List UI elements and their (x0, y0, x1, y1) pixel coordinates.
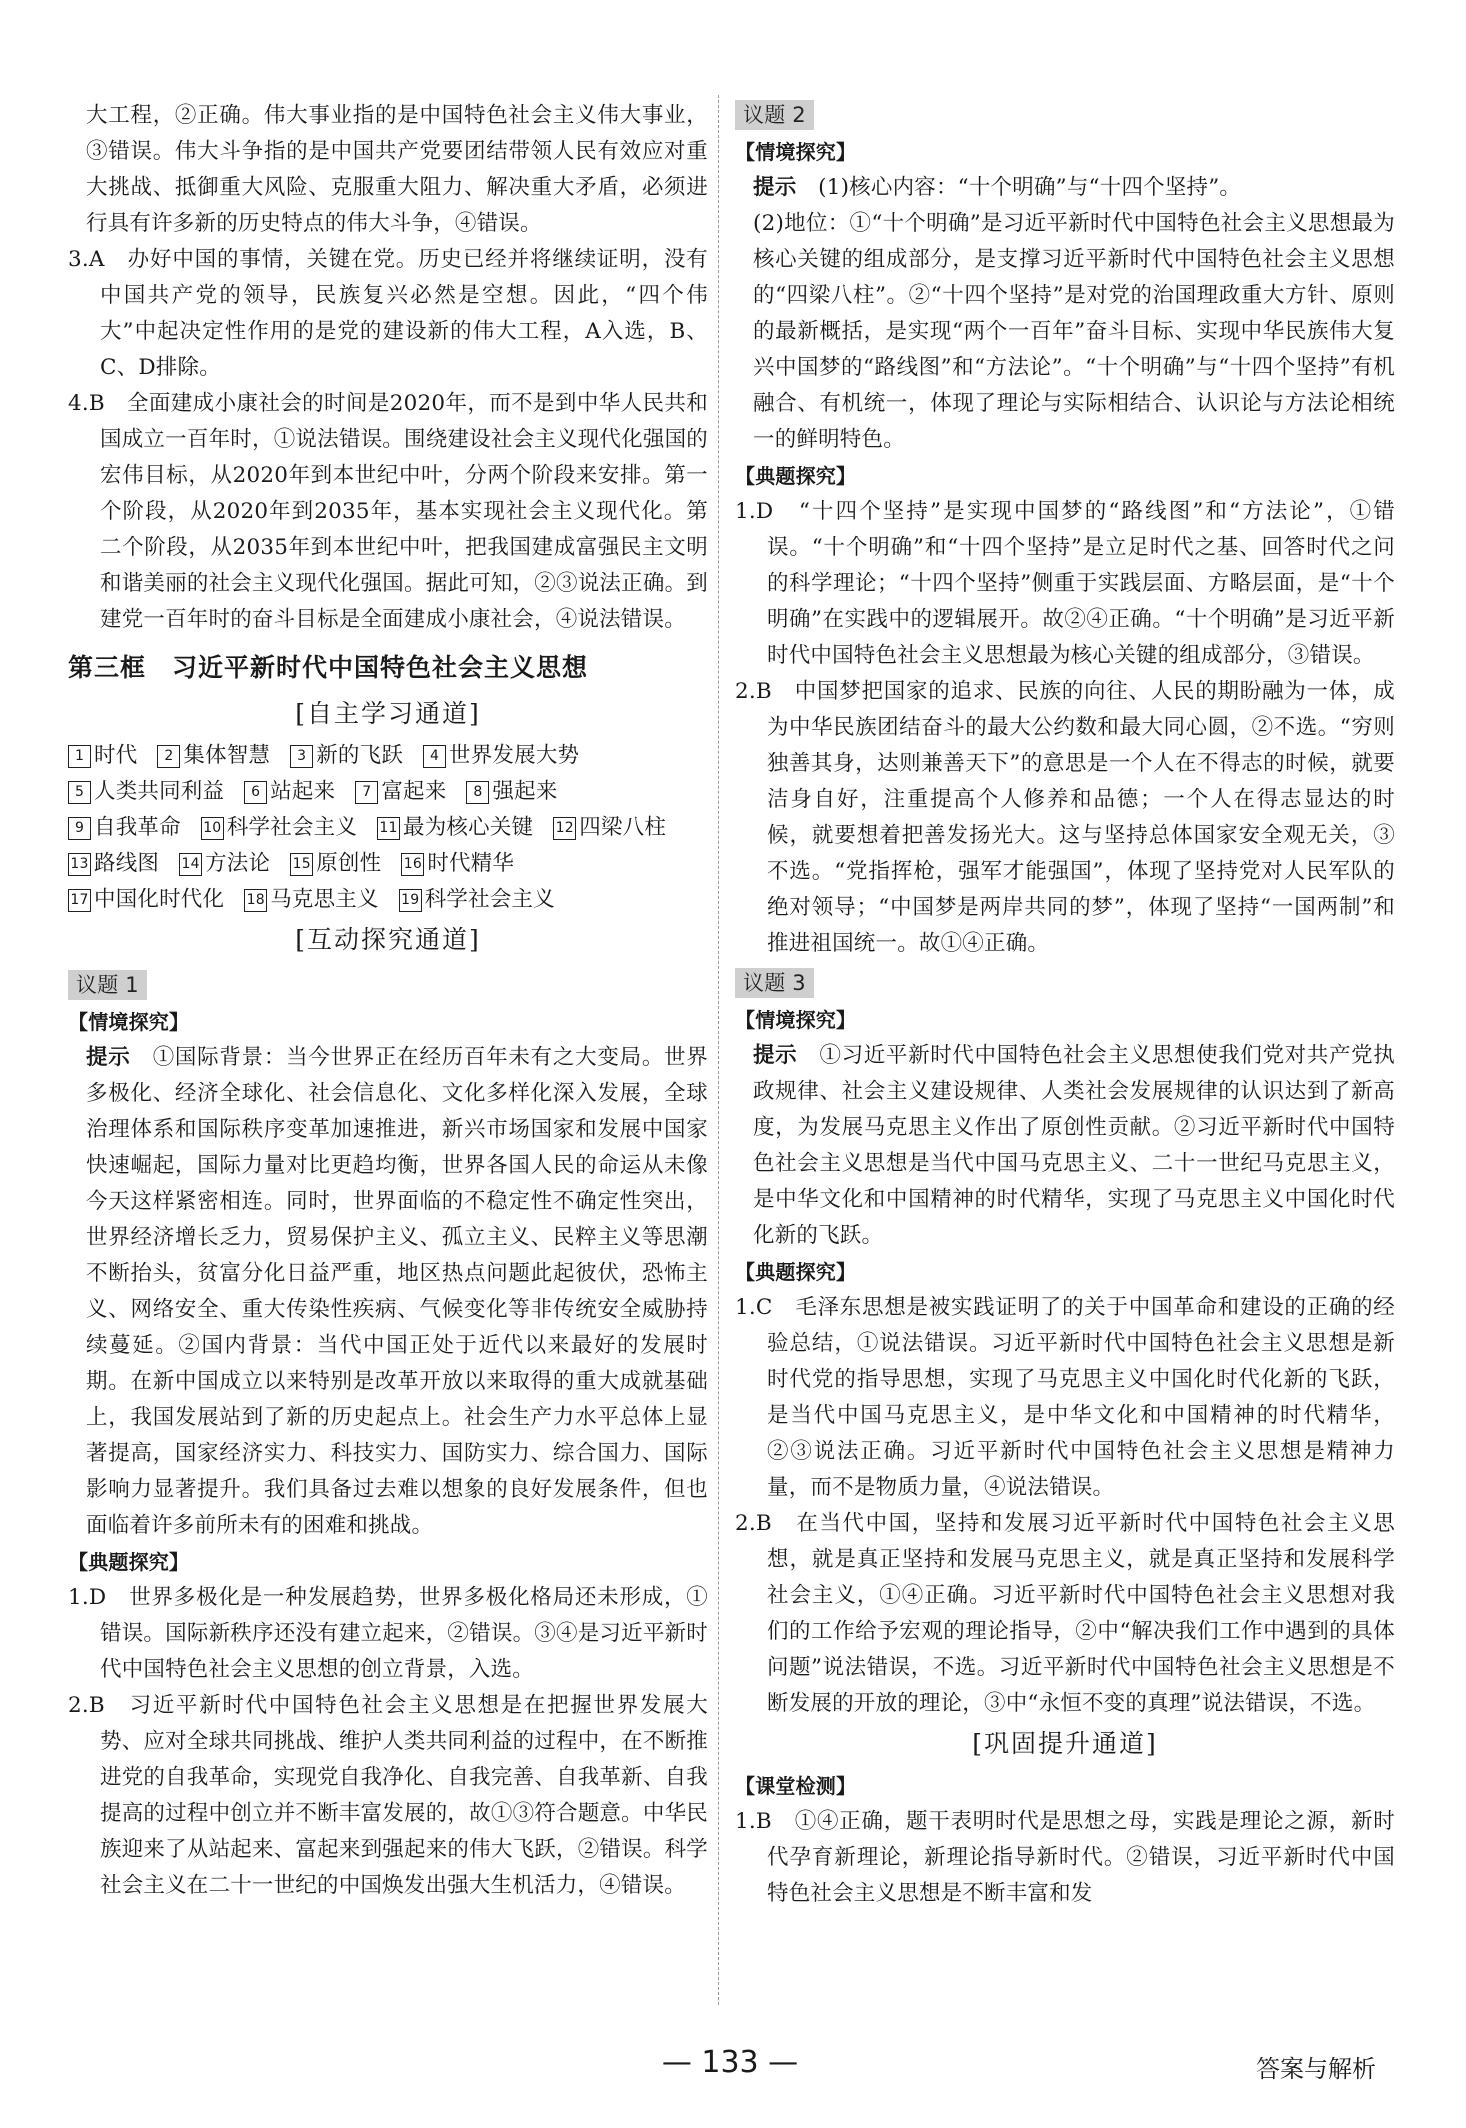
classcheck-heading: 【课堂检测】 (735, 1774, 857, 1798)
fill-in-item (68, 882, 224, 918)
item-text: 四梁八柱 (579, 815, 667, 840)
item-text: 原创性 (316, 851, 382, 876)
question-answer: 2.B 中国梦把国家的追求、民族的向往、人民的期盼融为一体，成为中华民族团结奋斗的最大公约数和最大同心圆，②不选。“穷则独善其身，达则兼善天下”的意思是一个人在不得志的时候，就要洁身自好，注重提高个人修养和品德；一个人在得志显达的时候，就要想着把善发扬光大。这与坚持总体国家安全观无关，③不选。“党指挥枪，强军才能强国”，体现了坚持党对人民军队的绝对领导；“中国梦是两岸共同的梦”，体现了坚持“一国两制”和推进祖国统一。故①④正确。 (735, 679, 1395, 956)
fill-in-answers (68, 738, 708, 918)
right-column (735, 98, 1395, 1912)
fill-in-item (68, 774, 224, 810)
topic-2-tag: 议题 2 (735, 100, 814, 130)
item-number-box: 19 (399, 889, 422, 912)
question-answer: 1.D “十四个坚持”是实现中国梦的“路线图”和“方法论”，①错误。“十个明确”和“十四个坚持”是立足时代之基、回答时代之问的科学理论；“十四个坚持”侧重于实践层面、方略层面，是“十个明确”在实践中的逻辑展开。故②④正确。“十个明确”是习近平新时代中国特色社会主义思想最为核心关键的组成部分，③错误。 (735, 499, 1395, 668)
item-number-box: 16 (401, 853, 424, 876)
item-text: 方法论 (205, 851, 271, 876)
fill-in-item (401, 846, 514, 882)
item-text: 自我革命 (94, 815, 181, 840)
hint-label: 提示 (86, 1045, 131, 1070)
item-number-box: 6 (244, 781, 267, 804)
page-footer (0, 2045, 1466, 2085)
item-text: 站起来 (270, 779, 336, 804)
fill-in-item (244, 774, 335, 810)
hint-label: 提示 (753, 175, 797, 200)
item-number-box: 9 (68, 817, 91, 840)
answer-4: 4.B 全面建成小康社会的时间是2020年，而不是到中华人民共和国成立一百年时，①说法错误。围绕建设社会主义现代化强国的宏伟目标，从2020年到本世纪中叶，分两个阶段来安排。第一个阶段，从2020年到2035年，基本实现社会主义现代化。第二个阶段，从2035年到本世纪中叶，把我国建成富强民主文明和谐美丽的社会主义现代化强国。据此可知，②③说法正确。到建党一百年时的奋斗目标是全面建成小康社会，④说法错误。 (68, 391, 708, 632)
fill-in-item (68, 738, 137, 774)
situation-heading: 【情境探究】 (735, 1008, 857, 1032)
fill-in-item (553, 810, 666, 846)
item-text: 时代 (94, 743, 138, 768)
item-number-box: 2 (157, 745, 180, 768)
typical-heading: 【典题探究】 (735, 464, 857, 488)
item-number-box: 5 (68, 781, 91, 804)
item-text: 科学社会主义 (226, 815, 358, 840)
interactive-heading: [互动探究通道] (295, 925, 481, 954)
fill-in-item (68, 846, 159, 882)
item-text: 科学社会主义 (424, 887, 555, 912)
topic-1-tag: 议题 1 (68, 970, 147, 1000)
item-text: 集体智慧 (183, 743, 271, 768)
hint-text: ①国际背景：当今世界正在经历百年未有之大变局。世界多极化、经济全球化、社会信息化、文化多样化深入发展，全球治理体系和国际秩序变革加速推进，新兴市场国家和发展中国家快速崛起，国际力量对比更趋均衡，世界各国人民的命运从未像今天这样紧密相连。同时，世界面临的不稳定性不确定性突出，世界经济增长乏力，贸易保护主义、孤立主义、民粹主义等思潮不断抬头，贫富分化日益严重，地区热点问题此起彼伏，恐怖主义、网络安全、重大传染性疾病、气候变化等非传统安全威胁持续蔓延。②国内背景：当代中国正处于近代以来最好的发展时期。在新中国成立以来特别是改革开放以来取得的重大成就基础上，我国发展站到了新的历史起点上。社会生产力水平总体上显著提高，国家经济实力、科技实力、国防实力、综合国力、国际影响力显著提升。我们具备过去难以想象的良好发展条件，但也面临着许多前所未有的困难和挑战。 (86, 1045, 708, 1538)
fill-in-item (201, 810, 357, 846)
fill-in-item (290, 738, 403, 774)
footer-label: 答案与解析 (1256, 2055, 1376, 2083)
fill-in-item (355, 774, 446, 810)
self-study-heading: [自主学习通道] (295, 699, 481, 728)
item-text: 时代精华 (427, 851, 515, 876)
answer-3: 3.A 办好中国的事情，关键在党。历史已经并将继续证明，没有中国共产党的领导，民族复兴必然是空想。因此，“四个伟大”中起决定性作用的是党的建设新的伟大工程，A入选，B、C、D排除。 (68, 247, 708, 380)
topic-3-tag: 议题 3 (735, 968, 814, 998)
question-answer: 2.B 习近平新时代中国特色社会主义思想是在把握世界发展大势、应对全球共同挑战、维护人类共同利益的过程中，在不断推进党的自我革命，实现党自我净化、自我完善、自我革新、自我提高的过程中创立并不断丰富发展的，故①③符合题意。中华民族迎来了从站起来、富起来到强起来的伟大飞跃，②错误。科学社会主义在二十一世纪的中国焕发出强大生机活力，④错误。 (68, 1693, 708, 1898)
column-divider (718, 95, 719, 2005)
question-answer: 1.C 毛泽东思想是被实践证明了的关于中国革命和建设的正确的经验总结，①说法错误。习近平新时代中国特色社会主义思想是新时代党的指导思想，实现了马克思主义中国化时代化新的飞跃，是当代中国马克思主义，是中华文化和中国精神的时代精华，②③说法正确。习近平新时代中国特色社会主义思想是精神力量，而不是物质力量，④说法错误。 (735, 1295, 1395, 1500)
fill-in-item (157, 738, 270, 774)
section-title: 第三框 习近平新时代中国特色社会主义思想 (68, 653, 589, 682)
situation-heading: 【情境探究】 (735, 140, 857, 164)
item-number-box: 4 (423, 745, 446, 768)
item-text: 路线图 (94, 851, 160, 876)
item-number-box: 17 (68, 889, 91, 912)
fill-in-item (466, 774, 557, 810)
left-column (68, 98, 708, 1904)
item-number-box: 11 (377, 817, 400, 840)
item-text: 世界发展大势 (449, 743, 580, 768)
fill-in-item (423, 738, 579, 774)
typical-heading: 【典题探究】 (735, 1260, 857, 1284)
item-number-box: 7 (355, 781, 378, 804)
hint-text: (1)核心内容：“十个明确”与“十四个坚持”。 (818, 175, 1242, 200)
typical-heading: 【典题探究】 (68, 1550, 190, 1574)
item-number-box: 15 (290, 853, 313, 876)
item-text: 人类共同利益 (94, 779, 225, 804)
fill-in-item (290, 846, 381, 882)
item-number-box: 10 (201, 817, 224, 840)
item-number-box: 18 (244, 889, 267, 912)
item-number-box: 12 (553, 817, 576, 840)
question-answer: 1.B ①④正确，题干表明时代是思想之母，实践是理论之源，新时代孕育新理论，新理论指导新时代。②错误，习近平新时代中国特色社会主义思想是不断丰富和发 (735, 1809, 1395, 1906)
consolidate-heading: [巩固提升通道] (972, 1729, 1158, 1758)
hint-label: 提示 (753, 1043, 798, 1068)
item-number-box: 14 (179, 853, 202, 876)
hint-text: ①习近平新时代中国特色社会主义思想使我们党对共产党执政规律、社会主义建设规律、人类社会发展规律的认识达到了新高度，为发展马克思主义作出了原创性贡献。②习近平新时代中国特色社会主义思想是当代中国马克思主义、二十一世纪马克思主义，是中华文化和中国精神的时代精华，实现了马克思主义中国化时代化新的飞跃。 (753, 1043, 1395, 1248)
question-answer: 2.B 在当代中国，坚持和发展习近平新时代中国特色社会主义思想，就是真正坚持和发展马克思主义，就是真正坚持和发展科学社会主义，①④正确。习近平新时代中国特色社会主义思想对我们的工作给予宏观的理论指导，②中“解决我们工作中遇到的具体问题”说法错误，不选。习近平新时代中国特色社会主义思想是不断发展的开放的理论，③中“永恒不变的真理”说法错误，不选。 (735, 1511, 1395, 1716)
hint-text: (2)地位：①“十个明确”是习近平新时代中国特色社会主义思想最为核心关键的组成部分，是支撑习近平新时代中国特色社会主义思想的“四梁八柱”。②“十四个坚持”是对党的治国理政重大方针、原则的最新概括，是实现“两个一百年”奋斗目标、实现中华民族伟大复兴中国梦的“路线图”和“方法论”。“十个明确”与“十四个坚持”有机融合、有机统一，体现了理论与实际相结合、认识论与方法论相统一的鲜明特色。 (753, 211, 1395, 452)
item-text: 马克思主义 (270, 887, 379, 912)
item-number-box: 8 (466, 781, 489, 804)
page-number: — 133 — (661, 2045, 799, 2080)
fill-in-item (179, 846, 270, 882)
fill-in-item (244, 882, 379, 918)
paragraph: 大工程，②正确。伟大事业指的是中国特色社会主义伟大事业，③错误。伟大斗争指的是中国共产党要团结带领人民有效应对重大挑战、抵御重大风险、克服重大阻力、解决重大矛盾，必须进行具有许多新的历史特点的伟大斗争，④错误。 (86, 103, 708, 236)
question-answer: 1.D 世界多极化是一种发展趋势，世界多极化格局还未形成，①错误。国际新秩序还没有建立起来，②错误。③④是习近平新时代中国特色社会主义思想的创立背景，入选。 (68, 1585, 708, 1682)
situation-heading: 【情境探究】 (68, 1010, 190, 1034)
item-text: 富起来 (381, 779, 447, 804)
fill-in-item (399, 882, 555, 918)
item-number-box: 13 (68, 853, 91, 876)
fill-in-item (377, 810, 533, 846)
item-number-box: 3 (290, 745, 313, 768)
item-text: 强起来 (492, 779, 558, 804)
fill-in-item (68, 810, 181, 846)
item-text: 最为核心关键 (403, 815, 534, 840)
item-text: 新的飞跃 (316, 743, 404, 768)
item-text: 中国化时代化 (94, 887, 225, 912)
item-number-box: 1 (68, 745, 91, 768)
